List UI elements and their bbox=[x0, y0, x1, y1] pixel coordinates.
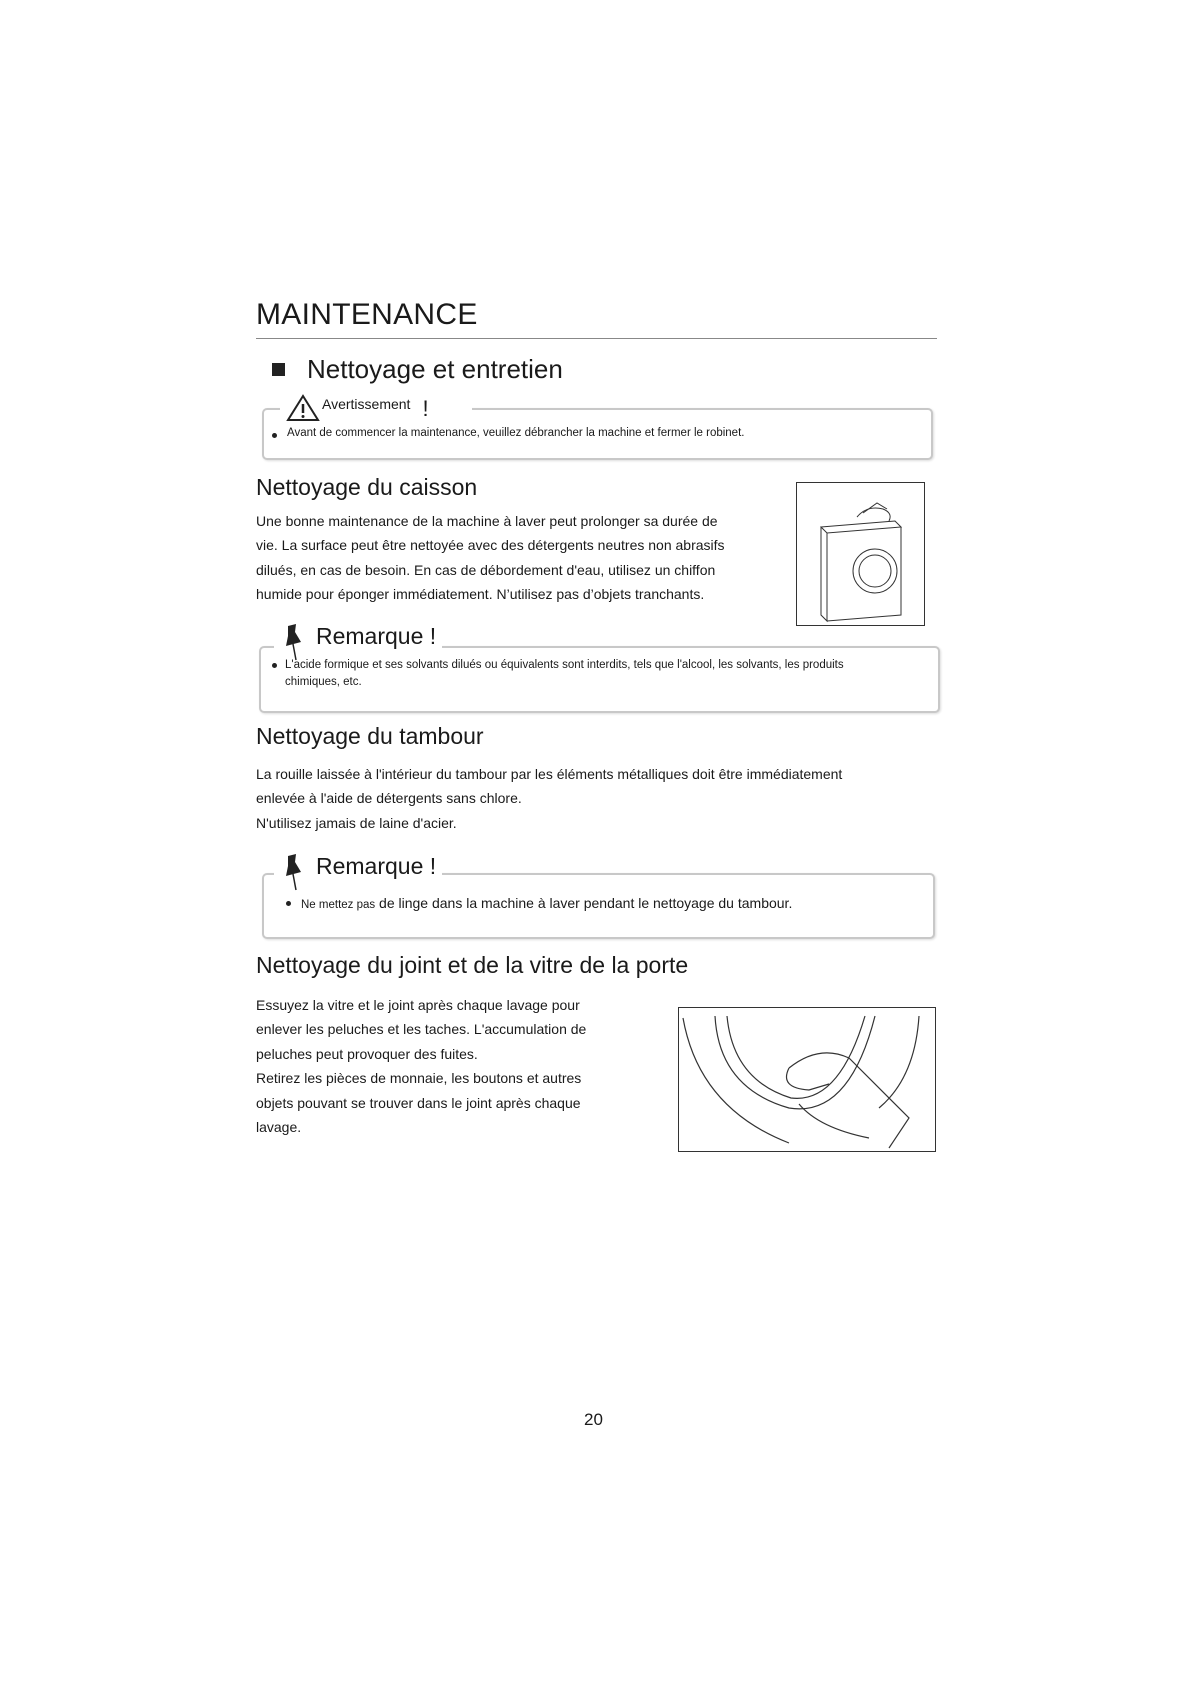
section-heading-text: Nettoyage et entretien bbox=[307, 354, 563, 384]
text-line: vie. La surface peut être nettoyée avec des détergents neutres non abrasifs bbox=[256, 537, 725, 554]
section-heading bbox=[272, 354, 563, 385]
warning-legend bbox=[280, 392, 472, 422]
text-line: objets pouvant se trouver dans le joint après chaque bbox=[256, 1094, 581, 1111]
text-line: N'utilisez jamais de laine d'acier. bbox=[256, 814, 457, 831]
text-line: Essuyez la vitre et le joint après chaque lavage pour bbox=[256, 997, 580, 1013]
text-line: Retirez les pièces de monnaie, les boutons et autres bbox=[256, 1070, 582, 1087]
warning-label: Avertissement bbox=[322, 396, 411, 412]
warning-text: Avant de commencer la maintenance, veuillez débrancher la machine et fermer le robinet. bbox=[287, 427, 745, 439]
warning-exclamation: ! bbox=[422, 396, 429, 421]
note-box-drum bbox=[262, 873, 935, 939]
title-divider bbox=[256, 338, 937, 339]
page-title: MAINTENANCE bbox=[256, 298, 478, 331]
door-seal-cleaning-illustration bbox=[678, 1007, 936, 1152]
pushpin-icon bbox=[280, 622, 306, 662]
text-line: Une bonne maintenance de la machine à laver peut prolonger sa durée de bbox=[256, 513, 718, 529]
text-line: La rouille laissée à l'intérieur du tambour par les éléments métalliques doit être immédiatement bbox=[256, 766, 843, 782]
note-text-line: L'acide formique et ses solvants dilués ou équivalents sont interdits, tels que l'alcool, les solvants, les produits bbox=[285, 659, 844, 671]
note-label: Remarque ! bbox=[316, 853, 437, 879]
washer-cleaning-illustration bbox=[796, 482, 925, 626]
text-line: peluches peut provoquer des fuites. bbox=[256, 1045, 478, 1062]
bullet bbox=[286, 901, 291, 906]
note-text-small: Ne mettez pas bbox=[301, 899, 376, 911]
note-text: de linge dans la machine à laver pendant le nettoyage du tambour. bbox=[375, 895, 793, 911]
text-line: enlever les peluches et les taches. L'accumulation de bbox=[256, 1021, 587, 1038]
text-line: humide pour éponger immédiatement. N’utilisez pas d’objets tranchants. bbox=[256, 586, 705, 603]
text-line: lavage. bbox=[256, 1119, 302, 1136]
note-label: Remarque ! bbox=[316, 623, 437, 649]
warning-item bbox=[272, 427, 744, 439]
tambour-paragraph bbox=[256, 762, 842, 835]
note-item bbox=[285, 657, 844, 691]
text-line: enlevée à l'aide de détergents sans chlore. bbox=[256, 790, 522, 807]
text-line: dilués, en cas de besoin. En cas de débordement d'eau, utilisez un chiffon bbox=[256, 561, 716, 578]
joint-heading: Nettoyage du joint et de la vitre de la porte bbox=[256, 952, 689, 978]
caisson-heading: Nettoyage du caisson bbox=[256, 474, 478, 500]
pushpin-icon bbox=[280, 852, 306, 892]
note-item bbox=[286, 895, 792, 911]
note-box-chemicals bbox=[259, 646, 940, 713]
note-legend bbox=[274, 618, 442, 650]
tambour-heading: Nettoyage du tambour bbox=[256, 723, 484, 749]
page-number: 20 bbox=[584, 1410, 603, 1429]
caisson-paragraph bbox=[256, 509, 725, 607]
bullet bbox=[272, 663, 277, 668]
note-text-line: chimiques, etc. bbox=[285, 676, 362, 688]
warning-triangle-icon bbox=[286, 394, 320, 422]
note-legend bbox=[274, 848, 442, 880]
bullet bbox=[272, 433, 277, 438]
square-bullet-icon bbox=[272, 363, 285, 376]
joint-paragraph bbox=[256, 993, 586, 1139]
